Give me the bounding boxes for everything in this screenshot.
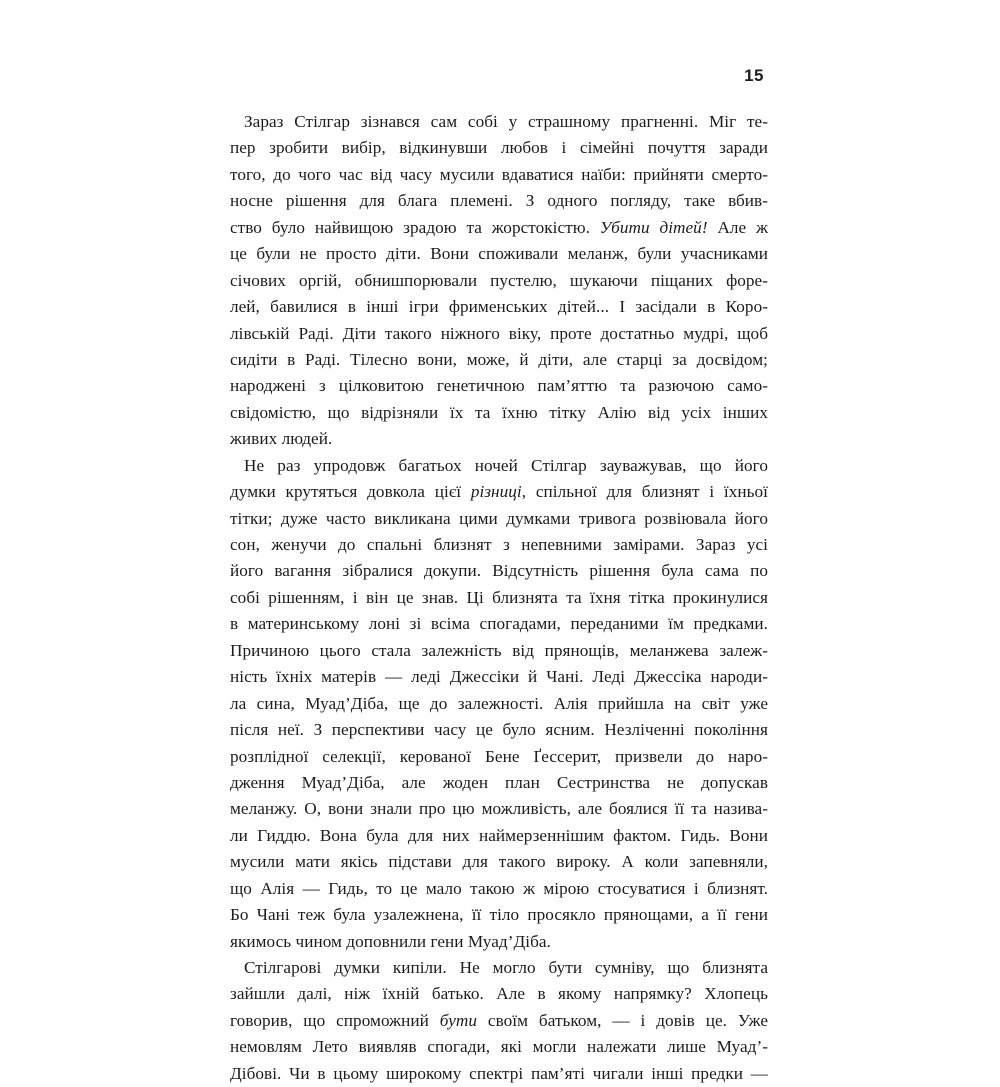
text-line-part: собі рішенням, і він це знав. Ці близнята та їхня тітка прокинулися: [230, 587, 768, 607]
text-line: [230, 479, 768, 505]
text-line-part: сон, женучи до спальні близнят з непевними замірами. Зараз усі: [230, 535, 768, 554]
text-line: [230, 109, 768, 135]
text-line-part: ла сина, Муад’Діба, ще до залежності. Алія прийшла на світ уже: [230, 693, 768, 713]
text-line-part: в материнському лоні зі всіма спогадами, переданими їм предками.: [230, 614, 768, 634]
text-line-part: лівській Раді. Діти такого ніжного віку, проте достатньо мудрі, щоб: [230, 323, 768, 343]
text-line-part: пер зробити вибір, відкинувши любов і сімейні почуття заради: [230, 138, 768, 158]
text-line-part: говорив, що спроможний: [230, 1010, 440, 1030]
text-line-part: ли Гиддю. Вона була для них наймерзеннішим фактом. Гидь. Вони: [230, 825, 768, 845]
text-line-part: народжені з цілковитою генетичною пам’яттю та разючою само-: [230, 376, 768, 396]
text-line-part: ність їхніх матерів — леді Джессіки й Чані. Леді Джессіка народи-: [230, 667, 768, 687]
text-line-part: немовлям Лето виявляв спогади, які могли належати лише Муад’-: [230, 1037, 768, 1057]
text-line-part: дження Муад’Діба, але жоден план Сестринства не допускав: [230, 772, 768, 792]
text-line-part: меланжу. О, вони знали про цю можливість, але боялися її та назива-: [230, 799, 768, 819]
text-line: [230, 453, 768, 479]
text-line-part: якимось чином доповнили гени Муад’Діба.: [230, 931, 551, 951]
text-line-part: його вагання зібралися докупи. Відсутність рішення була сама по: [230, 561, 768, 581]
text-line: [230, 1008, 768, 1034]
text-line: [230, 506, 768, 532]
text-line: [230, 400, 768, 426]
text-line-part: своїм батьком, — і довів це. Уже: [477, 1010, 768, 1030]
text-line-part: лей, бавилися в інші ігри фрименських дітей... І засідали в Коро-: [230, 297, 768, 317]
text-line: [230, 268, 768, 294]
text-line-part: Не раз упродовж багатьох ночей Стілгар зауважував, що його: [244, 455, 768, 475]
text-line: [230, 1034, 768, 1060]
text-line: [230, 188, 768, 214]
text-line-part: свідомістю, що відрізняли їх та їхню тітку Алію від усіх інших: [230, 402, 768, 422]
text-line-part: Дібові. Чи в цьому широкому спектрі пам’яті чигали інші предки —: [230, 1063, 768, 1083]
text-line: [230, 955, 768, 981]
text-line: [230, 373, 768, 399]
text-line: [230, 162, 768, 188]
text-line-part: тітки; дуже часто викликана цими думками тривога розвіювала його: [230, 508, 768, 528]
text-line: [230, 770, 768, 796]
text-line: [230, 215, 768, 241]
text-line: [230, 558, 768, 584]
text-line: [230, 717, 768, 743]
text-line-part: Стілгарові думки кипіли. Не могло бути сумніву, що близнята: [244, 958, 768, 977]
text-line: [230, 1061, 768, 1087]
text-line-part: мусили мати якісь підстави для такого вироку. А коли запевняли,: [230, 852, 768, 872]
text-line: [230, 902, 768, 928]
text-line: [230, 664, 768, 690]
text-line-part: думки крутяться довкола цієї: [230, 482, 471, 502]
text-line: [230, 585, 768, 611]
text-line-part: того, до чого час від часу мусили вдаватися наїби: прийняти смерто-: [230, 164, 768, 184]
page-number: 15: [744, 66, 764, 85]
text-line: [230, 532, 768, 558]
text-line: [230, 823, 768, 849]
italic-emphasis: різниці: [470, 482, 522, 502]
body-text: [230, 109, 768, 1087]
text-line-part: ство було найвищою зрадою та жорстокістю.: [230, 217, 600, 237]
text-line: [230, 321, 768, 347]
text-line-part: зайшли далі, ніж їхній батько. Але в якому напрямку? Хлопець: [230, 984, 768, 1004]
text-line-part: Бо Чані теж була узалежнена, її тіло просякло прянощами, а її гени: [230, 905, 768, 925]
italic-emphasis: бути: [439, 1010, 477, 1030]
text-line: [230, 241, 768, 267]
text-line-part: живих людей.: [230, 429, 333, 449]
text-line: [230, 691, 768, 717]
text-line-part: це були не просто діти. Вони споживали меланж, були учасниками: [230, 244, 768, 264]
text-line: [230, 638, 768, 664]
text-line-part: , спільної для близнят і їхньої: [521, 482, 768, 502]
text-line-part: Зараз Стілгар зізнався сам собі у страшному прагненні. Міг те-: [244, 112, 768, 131]
text-line: [230, 135, 768, 161]
text-line: [230, 876, 768, 902]
text-line: [230, 929, 768, 955]
text-line: [230, 744, 768, 770]
italic-emphasis: Убити дітей!: [599, 217, 708, 237]
text-line-part: носне рішення для блага племені. З одного погляду, таке вбив-: [230, 191, 768, 211]
text-line-part: січових оргій, обнишпорювали пустелю, шукаючи піщаних форе-: [230, 270, 768, 290]
text-line: [230, 981, 768, 1007]
text-line-part: сидіти в Раді. Тілесно вони, може, й діти, але старці за досвідом;: [230, 349, 768, 369]
text-line: [230, 347, 768, 373]
text-line: [230, 611, 768, 637]
text-line: [230, 294, 768, 320]
text-line-part: що Алія — Гидь, то це мало такою ж мірою стосуватися і близнят.: [230, 878, 768, 898]
text-line: [230, 426, 768, 452]
text-line-part: Причиною цього стала залежність від прянощів, меланжева залеж-: [230, 640, 768, 660]
text-line: [230, 796, 768, 822]
text-line-part: після неї. З перспективи часу це було ясним. Незліченні покоління: [230, 720, 768, 740]
text-line-part: Але ж: [707, 217, 768, 237]
text-line: [230, 849, 768, 875]
text-line-part: розплідної селекції, керованої Бене Ґессерит, призвели до наро-: [230, 746, 768, 766]
